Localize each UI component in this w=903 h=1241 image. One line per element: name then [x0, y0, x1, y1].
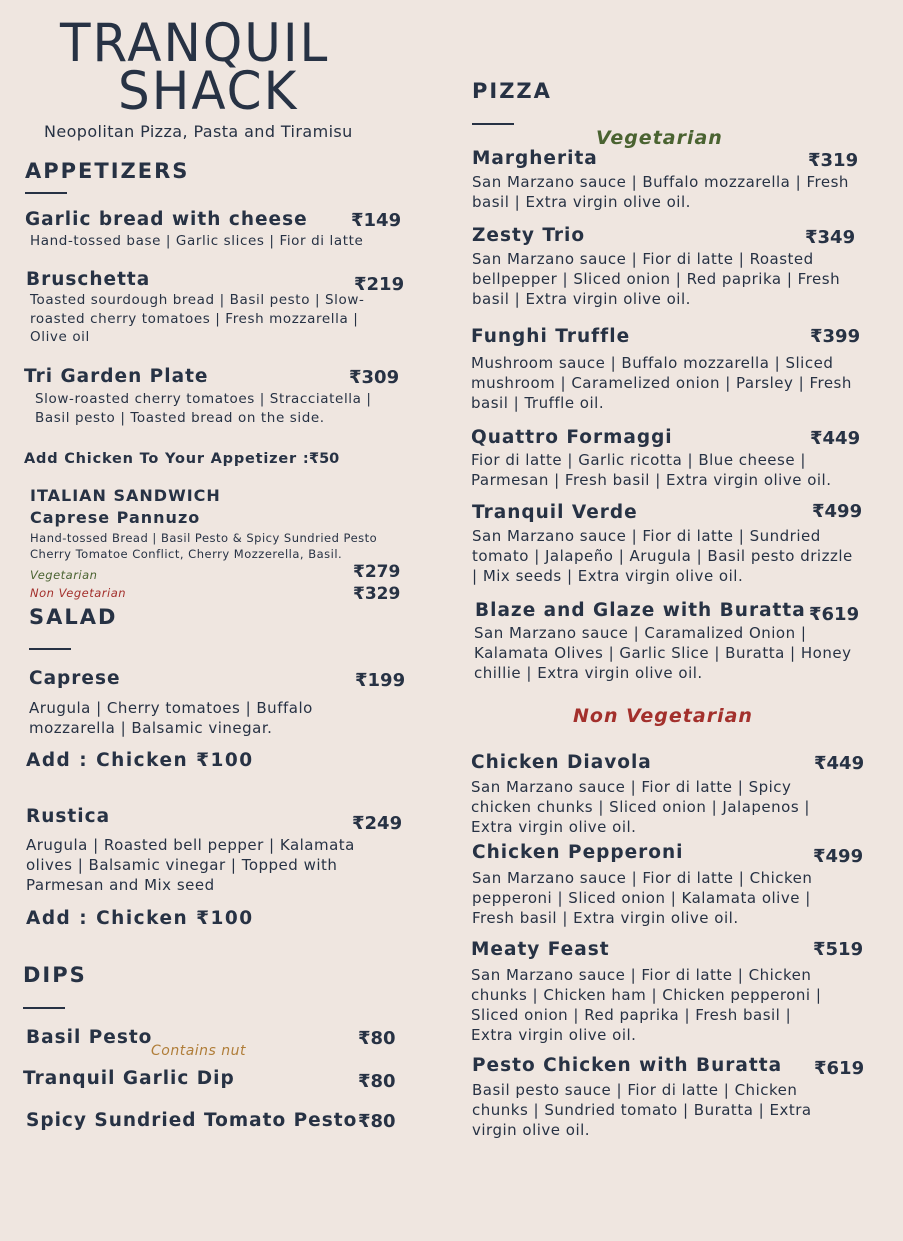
appetizers-rule	[25, 192, 67, 194]
appetizer-name: Garlic bread with cheese	[25, 209, 308, 230]
pizza-desc: San Marzano sauce | Buffalo mozzarella | Fresh basil | Extra virgin olive oil.	[472, 173, 849, 211]
sandwich-veg-price: ₹279	[353, 562, 401, 582]
pizza-desc: San Marzano sauce | Fior di latte | Sundried tomato | Jalapeño | Arugula | Basil pesto drizzle | Mix seeds | Extra virgin olive oil.	[472, 527, 853, 585]
pizza-name: Blaze and Glaze with Buratta	[475, 600, 806, 621]
pizza-name: Quattro Formaggi	[471, 427, 673, 448]
pizza-name: Pesto Chicken with Buratta	[472, 1055, 783, 1076]
appetizer-name: Bruschetta	[26, 269, 151, 290]
brand-line-1: TRANQUIL	[60, 12, 330, 74]
pizza-desc: San Marzano sauce | Fior di latte | Spicy chicken chunks | Sliced onion | Jalapenos | Extra virgin olive oil.	[471, 778, 810, 836]
brand-line-2: SHACK	[118, 60, 299, 122]
pizza-price: ₹349	[805, 227, 856, 248]
appetizers-heading: APPETIZERS	[25, 159, 190, 183]
dips-rule	[23, 1007, 65, 1009]
appetizer-price: ₹219	[354, 274, 405, 295]
salad-heading: SALAD	[29, 605, 118, 629]
pizza-name: Chicken Diavola	[471, 752, 652, 773]
pizza-name: Tranquil Verde	[472, 502, 638, 523]
sandwich-desc-line-1: Hand-tossed Bread | Basil Pesto & Spicy Sundried Pesto	[30, 531, 378, 545]
salad-desc: Arugula | Roasted bell pepper | Kalamata olives | Balsamic vinegar | Topped with Parmesan and Mix seed	[26, 836, 355, 894]
pizza-desc: Basil pesto sauce | Fior di latte | Chicken chunks | Sundried tomato | Buratta | Extra virgin olive oil.	[472, 1081, 812, 1139]
dip-price: ₹80	[358, 1111, 396, 1132]
dip-name: Spicy Sundried Tomato Pesto	[26, 1110, 358, 1131]
pizza-price: ₹319	[808, 150, 859, 171]
pizza-desc: San Marzano sauce | Fior di latte | Chicken pepperoni | Sliced onion | Kalamata olive | Fresh basil | Extra virgin olive oil.	[472, 869, 813, 927]
pizza-desc: San Marzano sauce | Fior di latte | Roasted bellpepper | Sliced onion | Red paprika | Fresh basil | Extra virgin olive oil.	[472, 250, 841, 308]
pizza-price: ₹619	[814, 1058, 865, 1079]
pizza-price: ₹399	[810, 326, 861, 347]
pizza-name: Margherita	[472, 148, 598, 169]
appetizer-name: Tri Garden Plate	[24, 366, 209, 387]
appetizer-desc: Slow-roasted cherry tomatoes | Stracciatella | Basil pesto | Toasted bread on the side.	[35, 391, 372, 426]
pizza-price: ₹519	[813, 939, 864, 960]
pizza-desc: San Marzano sauce | Caramalized Onion | Kalamata Olives | Garlic Slice | Buratta | Honey chillie | Extra virgin olive oil.	[474, 624, 852, 682]
dip-price: ₹80	[358, 1028, 396, 1049]
pizza-rule	[472, 123, 514, 125]
pizza-price: ₹449	[814, 753, 865, 774]
salad-addon: Add : Chicken ₹100	[26, 908, 254, 929]
pizza-veg-label: Vegetarian	[596, 127, 723, 149]
sandwich-nonveg-price: ₹329	[353, 584, 401, 604]
pizza-price: ₹499	[812, 501, 863, 522]
tagline: Neopolitan Pizza, Pasta and Tiramisu	[44, 122, 353, 141]
pizza-desc: San Marzano sauce | Fior di latte | Chicken chunks | Chicken ham | Chicken pepperoni | Sliced onion | Red paprika | Fresh basil | Extra virgin olive oil.	[471, 966, 822, 1044]
appetizer-desc: Hand-tossed base | Garlic slices | Fior di latte	[30, 233, 364, 249]
sandwich-name: Caprese Pannuzo	[30, 508, 201, 527]
salad-name: Caprese	[29, 668, 121, 689]
pizza-heading: PIZZA	[472, 79, 552, 103]
salad-price: ₹199	[355, 670, 406, 691]
pizza-price: ₹499	[813, 846, 864, 867]
appetizer-price: ₹309	[349, 367, 400, 388]
pizza-name: Meaty Feast	[471, 939, 610, 960]
sandwich-nonveg-label: Non Vegetarian	[30, 586, 127, 600]
dip-price: ₹80	[358, 1071, 396, 1092]
appetizer-price: ₹149	[351, 210, 402, 231]
sandwich-desc-line-2: Cherry Tomatoe Conflict, Cherry Mozzerella, Basil.	[30, 547, 343, 561]
pizza-desc: Mushroom sauce | Buffalo mozzarella | Sliced mushroom | Caramelized onion | Parsley | Fresh basil | Truffle oil.	[471, 354, 852, 412]
appetizer-addon-price: ₹50	[309, 451, 340, 467]
pizza-name: Zesty Trio	[472, 225, 586, 246]
pizza-price: ₹619	[809, 604, 860, 625]
pizza-desc: Fior di latte | Garlic ricotta | Blue cheese | Parmesan | Fresh basil | Extra virgin olive oil.	[471, 451, 832, 489]
dips-heading: DIPS	[23, 963, 87, 987]
dip-name: Basil Pesto	[26, 1027, 153, 1048]
salad-addon: Add : Chicken ₹100	[26, 750, 254, 771]
pizza-nonveg-label: Non Vegetarian	[573, 705, 753, 727]
salad-name: Rustica	[26, 806, 111, 827]
salad-desc: Arugula | Cherry tomatoes | Buffalo mozzarella | Balsamic vinegar.	[29, 699, 313, 737]
salad-rule	[29, 648, 71, 650]
sandwich-veg-label: Vegetarian	[30, 568, 98, 582]
dip-name: Tranquil Garlic Dip	[23, 1068, 235, 1089]
dip-nut-note: Contains nut	[151, 1043, 247, 1059]
pizza-price: ₹449	[810, 428, 861, 449]
appetizer-addon-label: Add Chicken To Your Appetizer :	[24, 451, 310, 467]
pizza-name: Chicken Pepperoni	[472, 842, 684, 863]
appetizer-desc: Toasted sourdough bread | Basil pesto | Slow-roasted cherry tomatoes | Fresh mozzarella | Olive oil	[30, 292, 365, 345]
sandwich-category: ITALIAN SANDWICH	[30, 486, 221, 505]
salad-price: ₹249	[352, 813, 403, 834]
pizza-name: Funghi Truffle	[471, 326, 631, 347]
